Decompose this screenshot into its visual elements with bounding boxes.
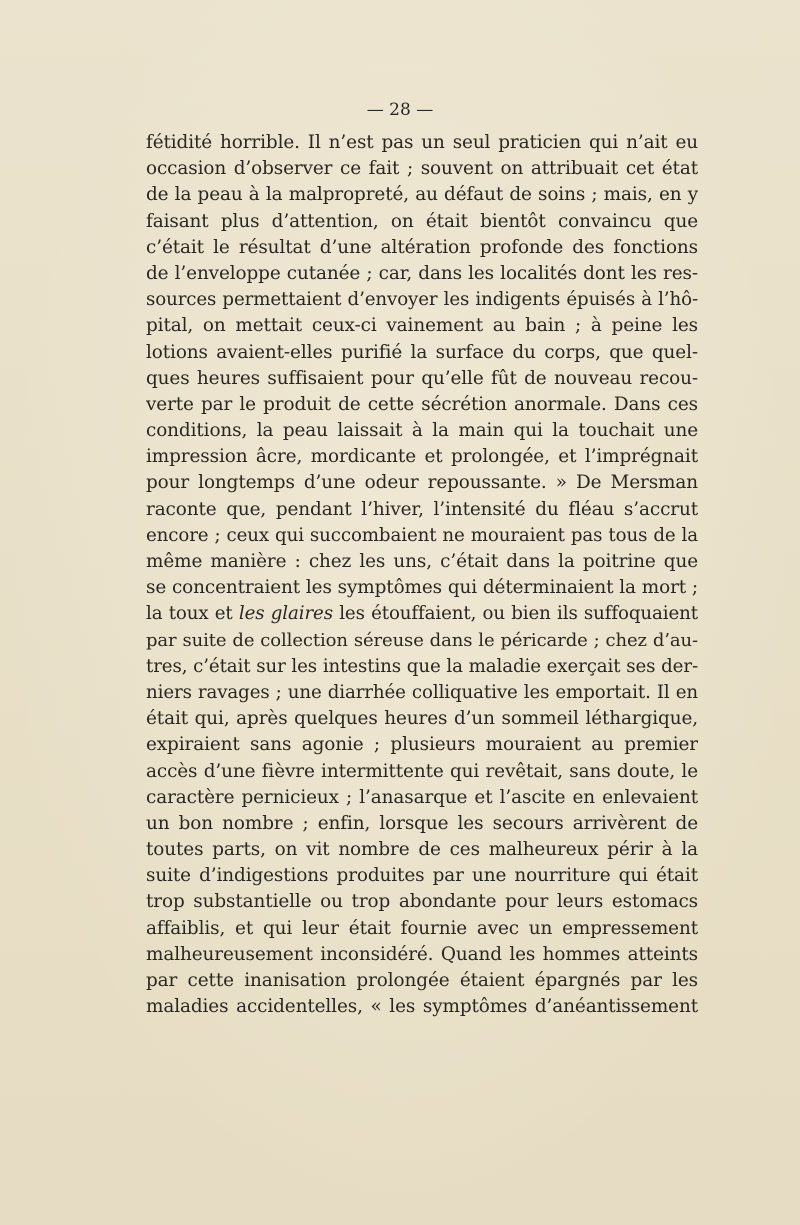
text-line-32: malheureusement inconsidéré. Quand les hommes atteints xyxy=(146,943,698,965)
page-number: — 28 — xyxy=(366,100,434,120)
italic-term-glaires: les glaires xyxy=(238,603,333,625)
text-line-10: ques heures suffisaient pour qu’elle fût de nouveau recou- xyxy=(146,367,698,389)
text-line-29: suite d’indigestions produites par une nourriture qui était xyxy=(146,865,698,887)
text-line-19-before: la toux et xyxy=(146,603,239,625)
text-line-19 xyxy=(146,601,698,627)
text-line-31: affaiblis, et qui leur était fournie avec un empressement xyxy=(146,917,698,939)
text-line-6: de l’enveloppe cutanée ; car, dans les localités dont les res- xyxy=(146,262,698,284)
text-line-21: tres, c’était sur les intestins que la maladie exerçait ses der- xyxy=(146,655,698,677)
text-line-14: pour longtemps d’une odeur repoussante. » De Mersman xyxy=(146,472,698,494)
text-line-25: accès d’une fièvre intermittente qui revêtait, sans doute, le xyxy=(146,760,698,782)
text-line-2: occasion d’observer ce fait ; souvent on attribuait cet état xyxy=(146,158,698,180)
body-text xyxy=(146,130,698,1020)
text-line-16: encore ; ceux qui succombaient ne mouraient pas tous de la xyxy=(146,524,698,546)
text-line-33: par cette inanisation prolongée étaient épargnés par les xyxy=(146,970,698,991)
text-line-17: même manière : chez les uns, c’était dans la poitrine que xyxy=(146,551,698,572)
text-line-13: impression âcre, mordicante et prolongée, et l’imprégnait xyxy=(146,446,698,468)
text-line-24: expiraient sans agonie ; plusieurs mouraient au premier xyxy=(146,734,698,756)
text-line-4: faisant plus d’attention, on était bientôt convaincu que xyxy=(146,210,698,232)
text-line-26: caractère pernicieux ; l’anasarque et l’ascite en enlevaient xyxy=(146,786,698,808)
text-line-34: maladies accidentelles, « les symptômes d’anéantissement xyxy=(146,996,698,1018)
text-line-30: trop substantielle ou trop abondante pour leurs estomacs xyxy=(146,891,698,913)
text-line-8: pital, on mettait ceux-ci vainement au bain ; à peine les xyxy=(146,315,698,337)
text-line-3: de la peau à la malpropreté, au défaut de soins ; mais, en y xyxy=(146,184,698,206)
text-line-12: conditions, la peau laissait à la main qui la touchait une xyxy=(146,420,698,442)
text-line-23: était qui, après quelques heures d’un sommeil léthargique, xyxy=(146,708,698,730)
text-line-28: toutes parts, on vit nombre de ces malheureux périr à la xyxy=(146,839,698,861)
text-line-15: raconte que, pendant l’hiver, l’intensité du fléau s’accrut xyxy=(146,498,698,520)
text-line-5: c’était le résultat d’une altération profonde des fonctions xyxy=(146,236,698,258)
text-line-1: fétidité horrible. Il n’est pas un seul praticien qui n’ait eu xyxy=(146,132,698,153)
text-line-7: sources permettaient d’envoyer les indigents épuisés à l’hô- xyxy=(146,289,698,311)
text-line-11: verte par le produit de cette sécrétion anormale. Dans ces xyxy=(146,393,698,415)
text-line-27: un bon nombre ; enfin, lorsque les secours arrivèrent de xyxy=(146,812,698,834)
text-line-19-after: les étouffaient, ou bien ils suffoquaient xyxy=(332,603,698,625)
text-line-18: se concentraient les symptômes qui déterminaient la mort ; xyxy=(146,577,698,599)
text-line-20: par suite de collection séreuse dans le péricarde ; chez d’au- xyxy=(146,629,698,651)
text-line-22: niers ravages ; une diarrhée colliquative les emportait. Il en xyxy=(146,681,698,703)
text-line-9: lotions avaient-elles purifié la surface du corps, que quel- xyxy=(146,341,698,363)
